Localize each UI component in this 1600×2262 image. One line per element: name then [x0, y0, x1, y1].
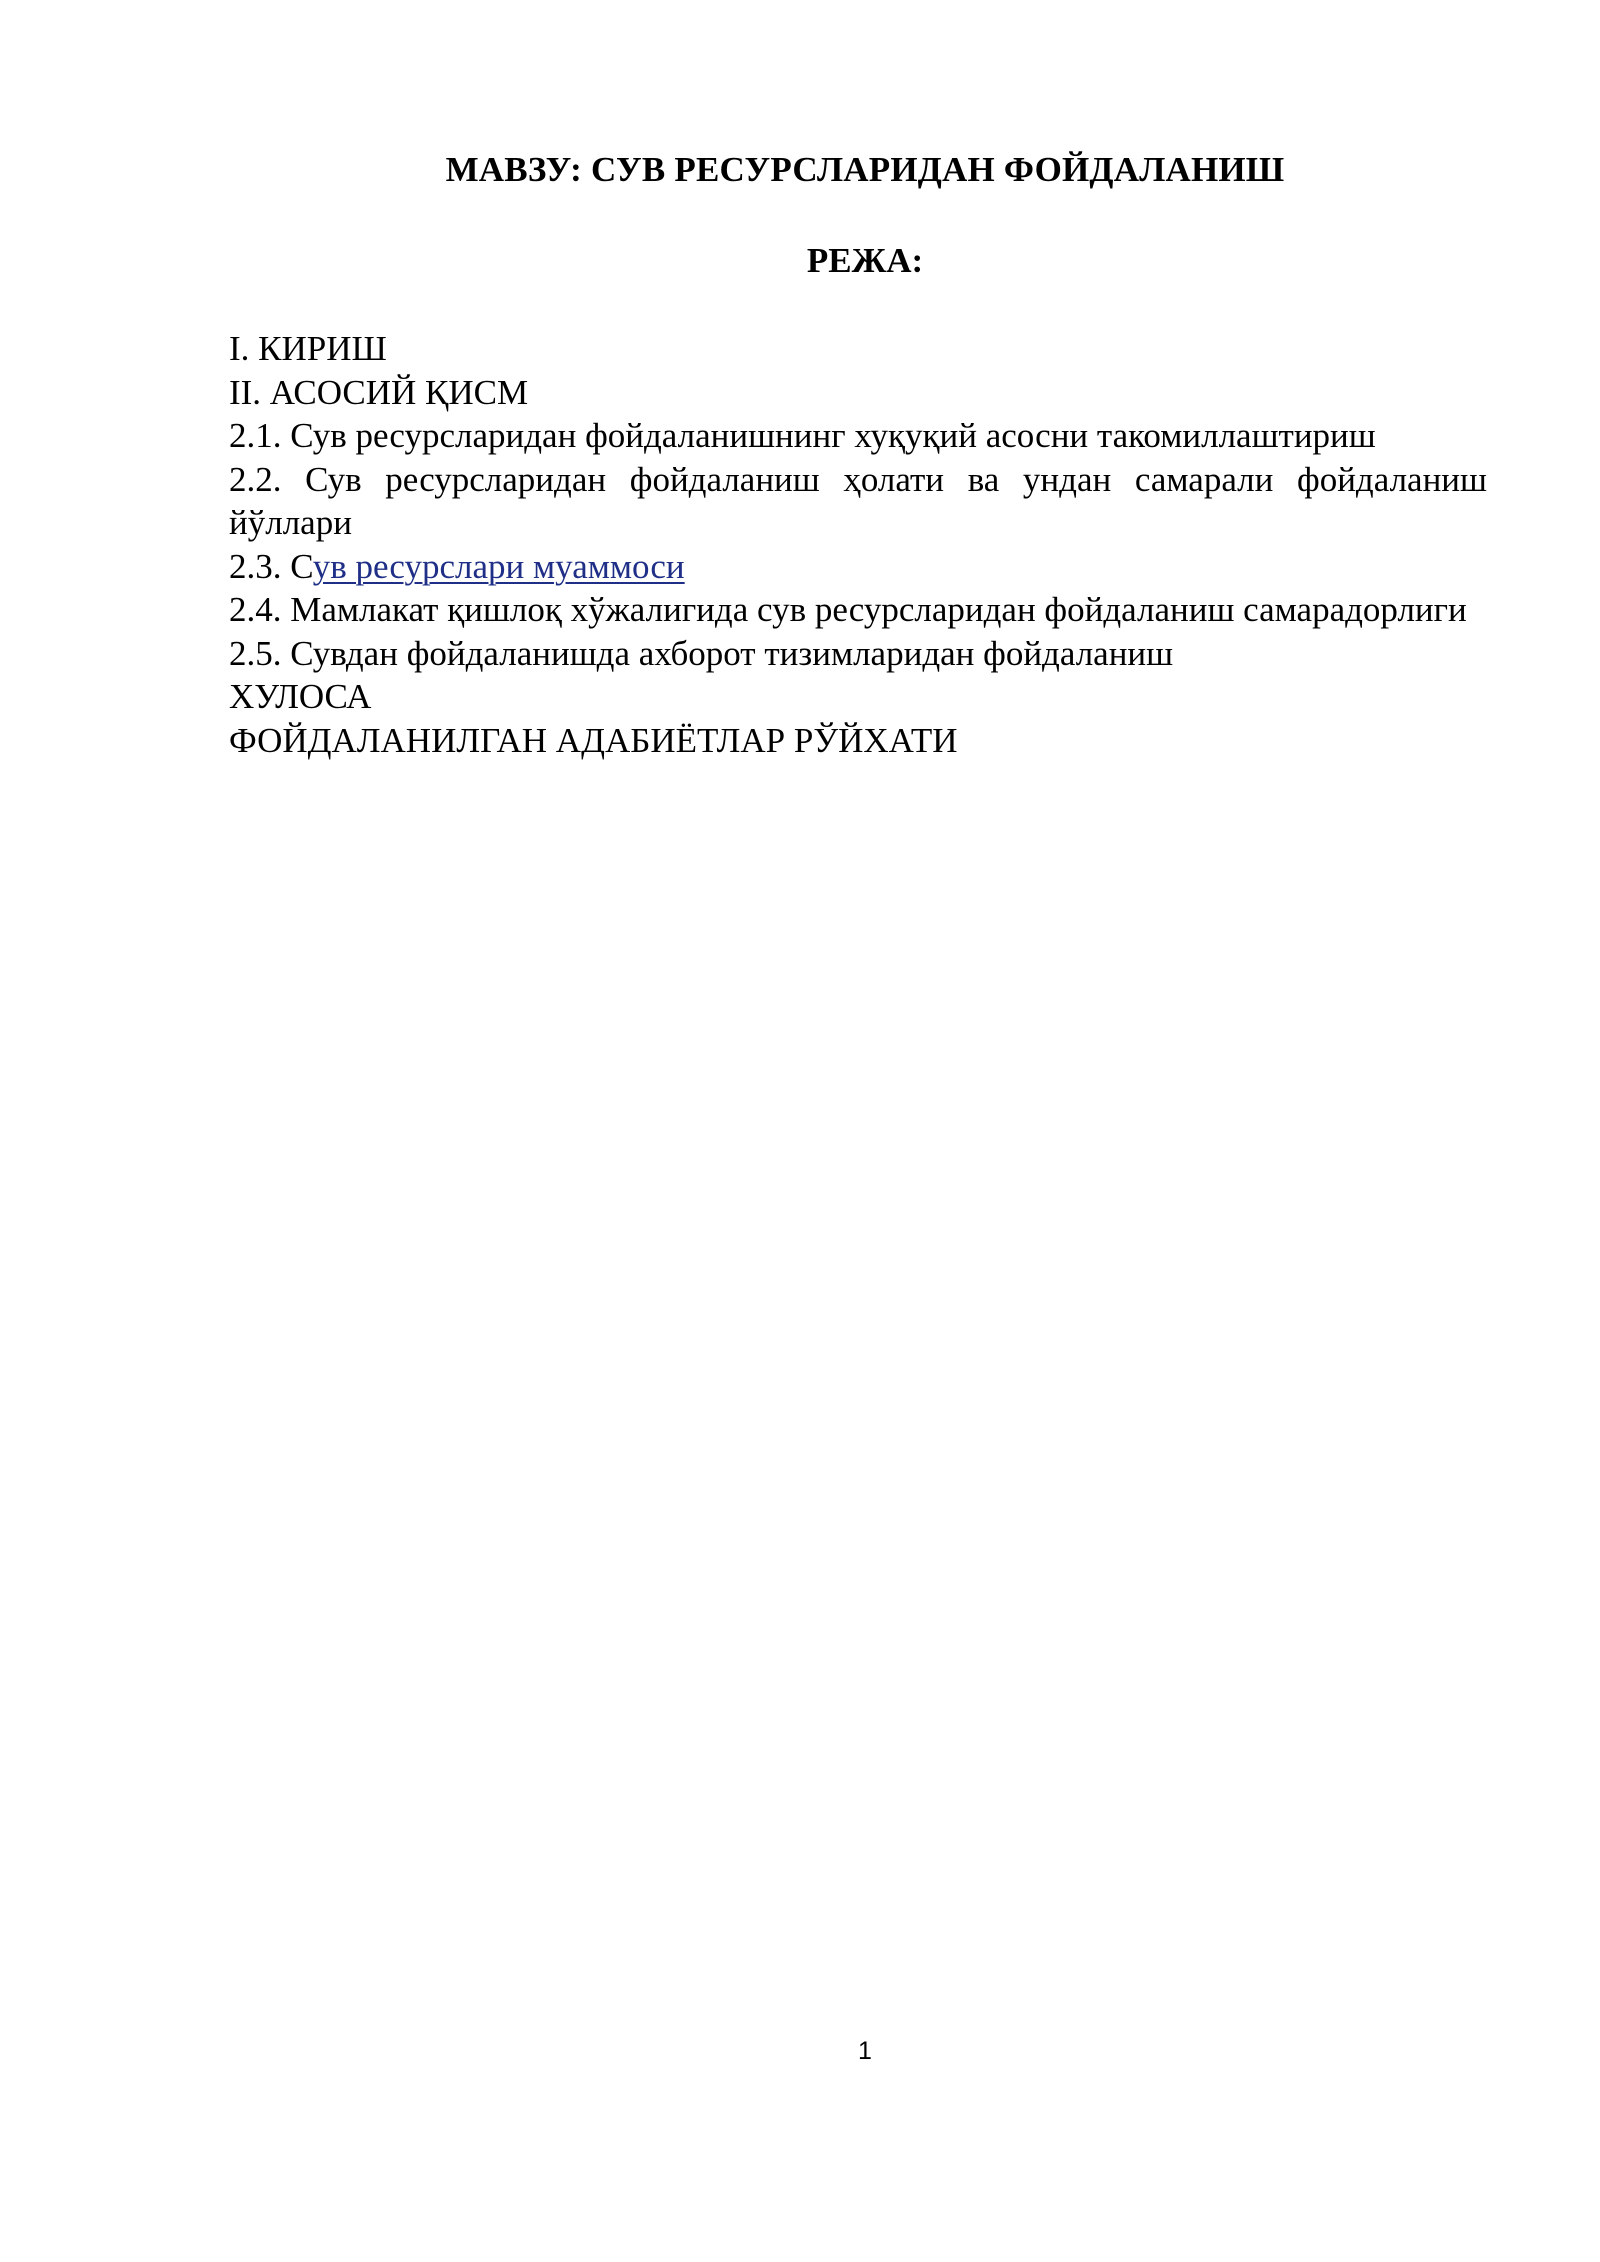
plan-item-2-3-link[interactable]: ув ресурслари муаммоси — [312, 546, 685, 586]
plan-item-introduction: I. КИРИШ — [229, 329, 387, 368]
plan-item-2-5: 2.5. Сувдан фойдаланишда ахборот тизимларидан фойдаланиш — [229, 633, 1174, 673]
plan-item-references: ФОЙДАЛАНИЛГАН АДАБИЁТЛАР РЎЙХАТИ — [229, 720, 958, 760]
plan-item-2-2: 2.2. Сув ресурсларидан фойдаланиш ҳолати ва ундан самарали фойдаланиш йўллари — [229, 459, 1487, 542]
plan-item-2-3-prefix: 2.3. С — [229, 546, 313, 586]
page-number: 1 — [858, 2037, 872, 2065]
plan-item-conclusion: ХУЛОСА — [229, 677, 372, 716]
plan-item-2-1: 2.1. Сув ресурсларидан фойдаланишнинг хуқуқий асосни такомиллаштириш — [229, 416, 1376, 455]
plan-item-2-3 — [229, 545, 1487, 589]
document-title: МАВЗУ: СУВ РЕСУРСЛАРИДАН ФОЙДАЛАНИШ — [445, 150, 1285, 189]
plan-item-main-part: II. АСОСИЙ ҚИСМ — [229, 372, 529, 412]
plan-heading: РЕЖА: — [806, 241, 924, 280]
plan-list — [229, 327, 1487, 762]
plan-item-2-4: 2.4. Мамлакат қишлоқ хўжалигида сув ресурсларидан фойдаланиш самарадорлиги — [229, 590, 1467, 629]
